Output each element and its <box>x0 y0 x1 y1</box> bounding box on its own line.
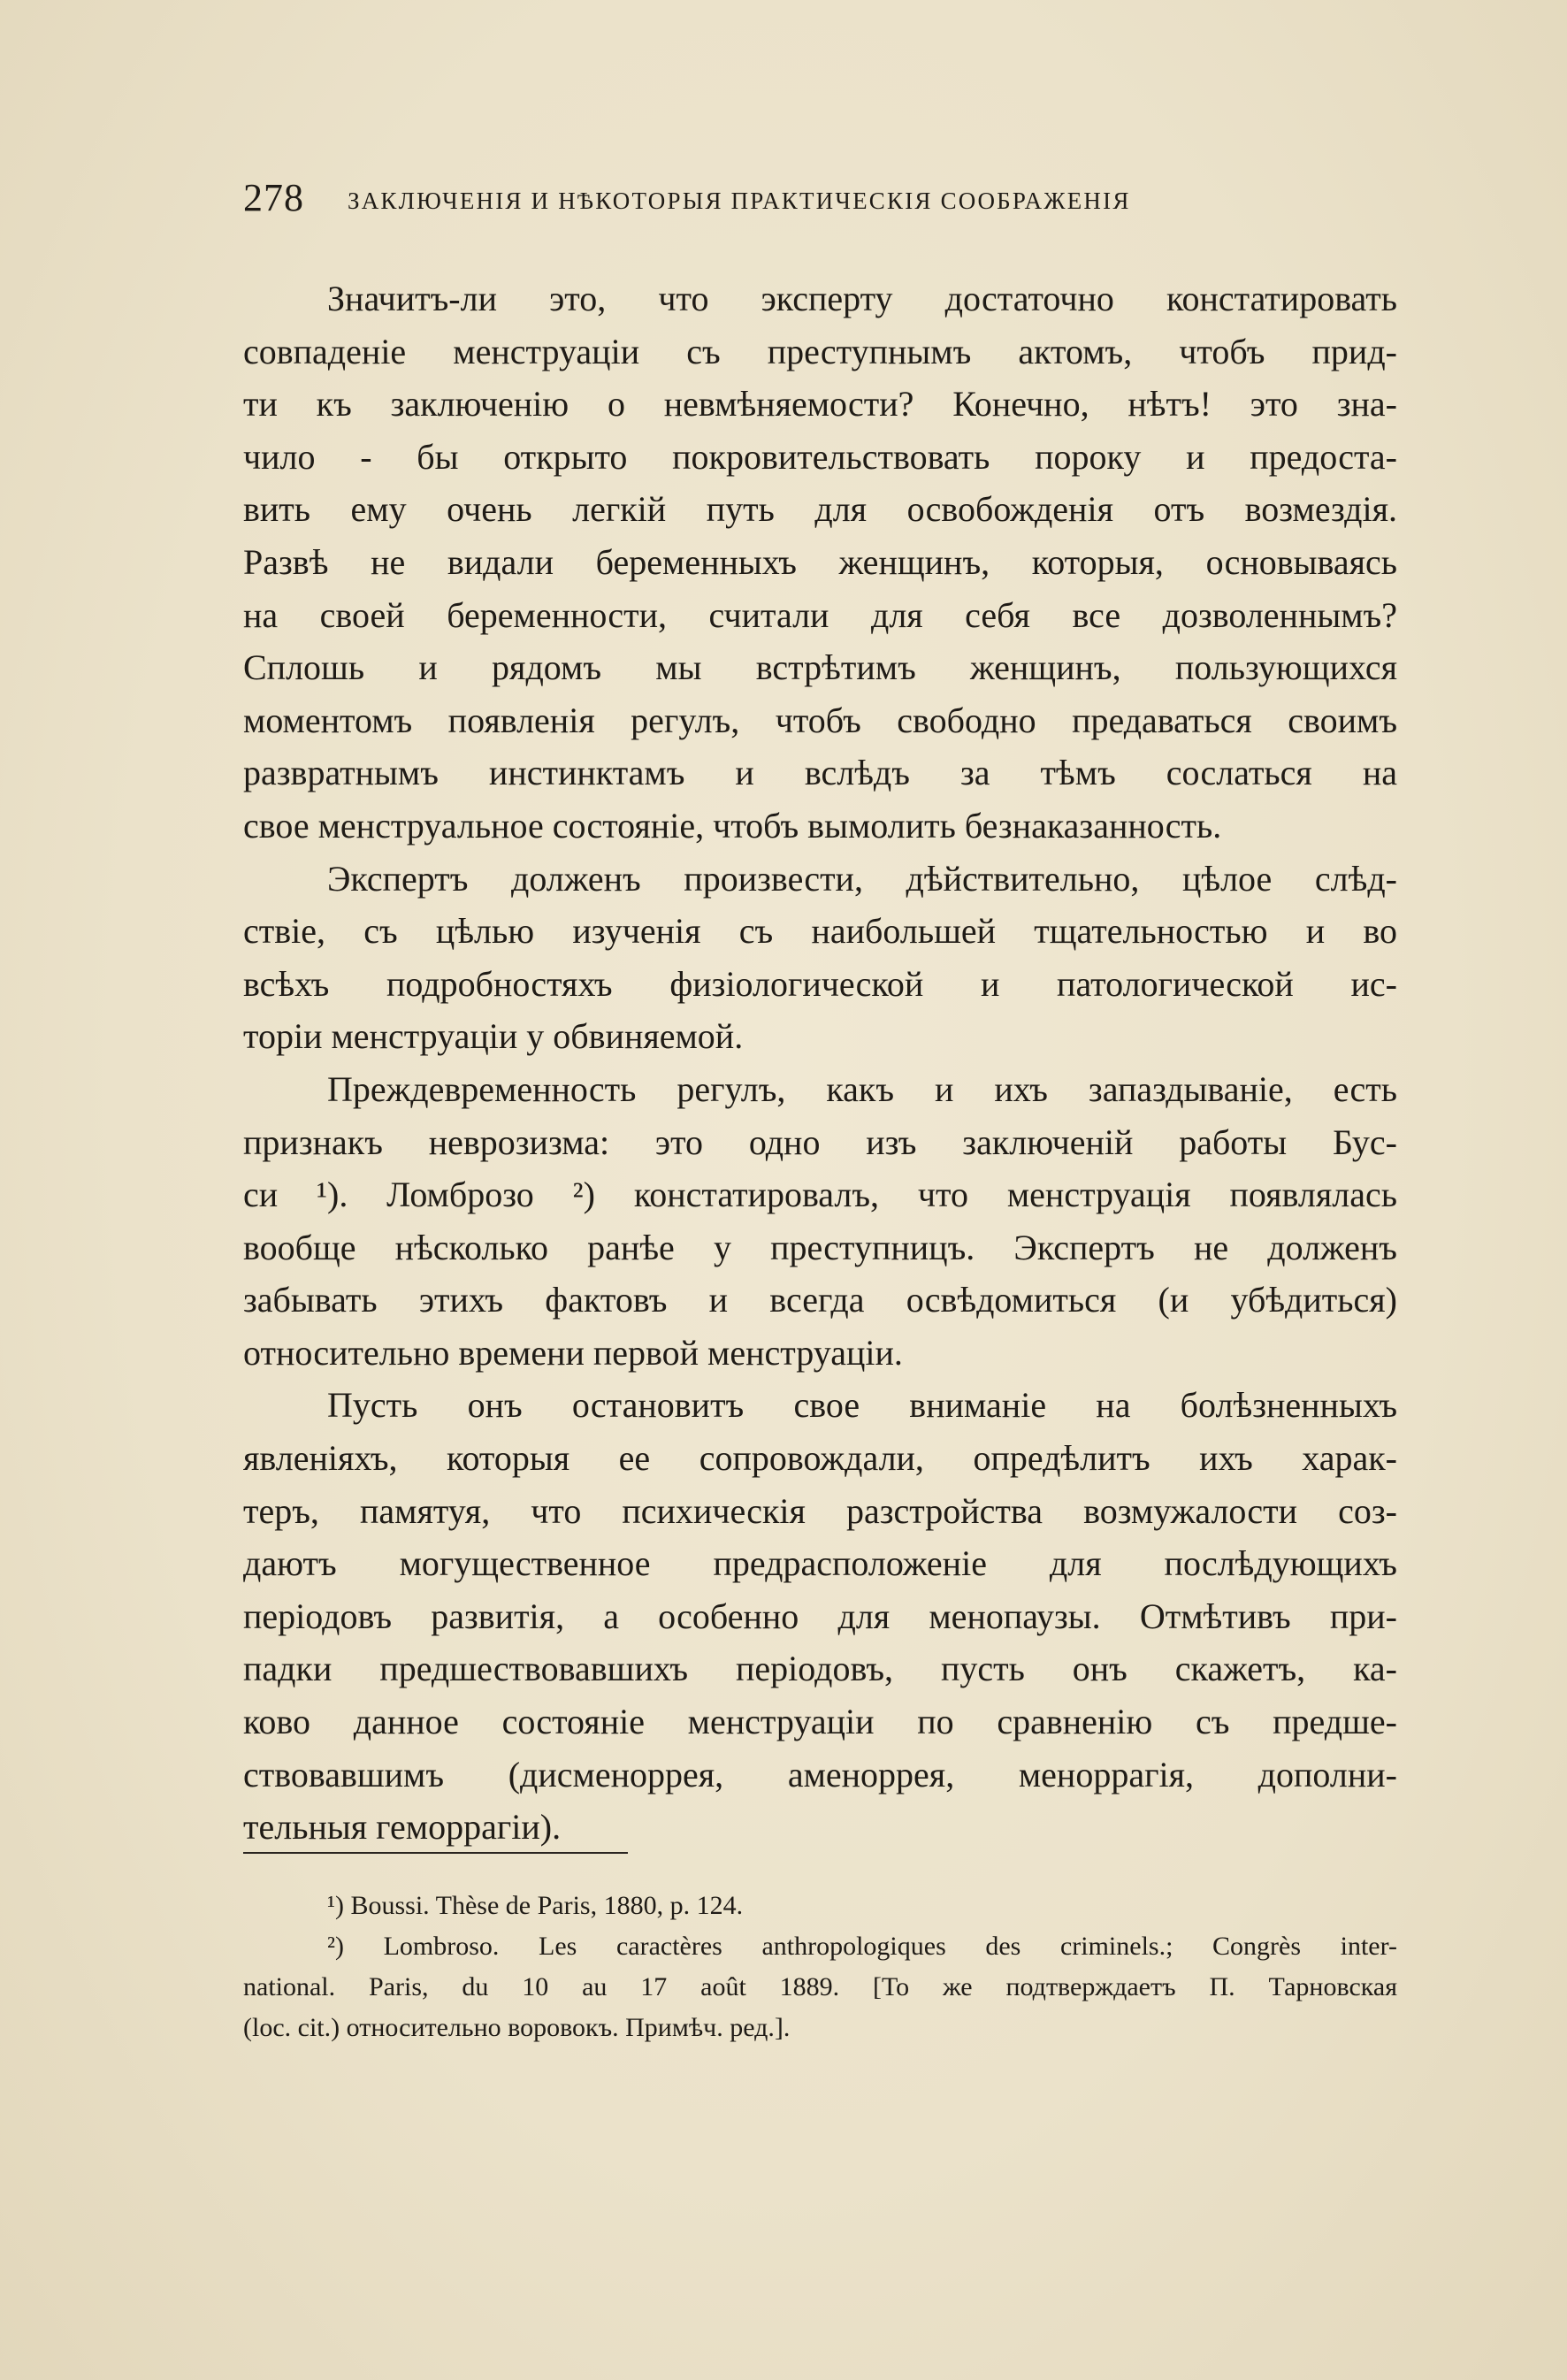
text-line: Экспертъ долженъ произвести, дѣйствительно, цѣлое слѣд- <box>327 858 1397 899</box>
text-line: чило - бы открыто покровительствовать пороку и предоста- <box>243 436 1397 477</box>
text-line: ти къ заключенію о невмѣняемости? Конечно, нѣтъ! это зна- <box>243 384 1397 425</box>
text-line: Развѣ не видали беременныхъ женщинъ, которыя, основываясь <box>243 541 1397 582</box>
text-line: си ¹). Ломброзо ²) констатировалъ, что менструація появлялась <box>243 1175 1397 1215</box>
text-line: Сплошь и рядомъ мы встрѣтимъ женщинъ, пользующихся <box>243 647 1397 688</box>
text-line: даютъ могущественное предрасположеніе для послѣдующихъ <box>243 1543 1397 1584</box>
running-head: ЗАКЛЮЧЕНІЯ И НѢКОТОРЫЯ ПРАКТИЧЕСКІЯ СООБРАЖЕНІЯ <box>348 187 1131 214</box>
footnote-line: (loc. cit.) относительно воровокъ. Примѣч. ред.]. <box>243 2013 791 2042</box>
text-line: Пусть онъ остановитъ свое вниманіе на болѣзненныхъ <box>327 1385 1397 1426</box>
text-line: ствіе, съ цѣлью изученія съ наибольшей тщательностью и во <box>243 911 1397 952</box>
footnote-line: national. Paris, du 10 au 17 août 1889. [То же подтверждаетъ П. Тарновская <box>243 1972 1397 2001</box>
text-line: признакъ неврозизма: это одно изъ заключеній работы Бус- <box>243 1121 1397 1162</box>
text-line: теръ, памятуя, что психическія разстройства возмужалости соз- <box>243 1490 1397 1531</box>
text-line: развратнымъ инстинктамъ и вслѣдъ за тѣмъ сослаться на <box>243 753 1397 793</box>
text-line: Значитъ-ли это, что эксперту достаточно констатировать <box>327 279 1397 318</box>
text-line: свое менструальное состояніе, чтобъ вымолить безнаказанность. <box>243 805 1222 846</box>
text-line: на своей беременности, считали для себя все дозволеннымъ? <box>243 594 1397 635</box>
page-number: 278 <box>243 176 304 219</box>
text-line: вообще нѣсколько ранѣе у преступницъ. Экспертъ не долженъ <box>243 1227 1397 1267</box>
text-line: тельныя геморрагіи). <box>243 1807 562 1848</box>
text-line: вить ему очень легкій путь для освобожденія отъ возмездія. <box>243 489 1397 530</box>
text-line: совпаденіе менструаціи съ преступнымъ актомъ, чтобъ прид- <box>243 331 1397 371</box>
text-line: явленіяхъ, которыя ее сопровождали, опредѣлитъ ихъ харак- <box>243 1438 1397 1479</box>
footnote-line: ¹) Boussi. Thèse de Paris, 1880, p. 124. <box>327 1891 744 1920</box>
text-line: Преждевременность регулъ, какъ и ихъ запаздываніе, есть <box>327 1068 1397 1109</box>
footnote-line: ²) Lombroso. Les caractères anthropologiques des criminels.; Congrès inter- <box>327 1932 1397 1961</box>
text-line: всѣхъ подробностяхъ физіологической и патологической ис- <box>243 963 1397 1004</box>
body-text <box>243 272 1397 1854</box>
page-header <box>243 175 1326 228</box>
text-line: періодовъ развитія, а особенно для менопаузы. Отмѣтивъ при- <box>243 1596 1397 1636</box>
text-line: моментомъ появленія регулъ, чтобъ свободно предаваться своимъ <box>243 700 1397 740</box>
footnotes <box>243 1886 1397 2048</box>
text-line: падки предшествовавшихъ періодовъ, пусть онъ скажетъ, ка- <box>243 1649 1397 1689</box>
text-line: ствовавшимъ (дисменоррея, аменоррея, меноррагія, дополни- <box>243 1754 1397 1795</box>
text-line: торіи менструаціи у обвиняемой. <box>243 1016 744 1057</box>
footnote-divider <box>243 1852 628 1854</box>
text-line: забывать этихъ фактовъ и всегда освѣдомиться (и убѣдиться) <box>243 1280 1397 1320</box>
text-line: ково данное состояніе менструаціи по сравненію съ предше- <box>243 1702 1397 1742</box>
text-line: относительно времени первой менструаціи. <box>243 1332 903 1373</box>
